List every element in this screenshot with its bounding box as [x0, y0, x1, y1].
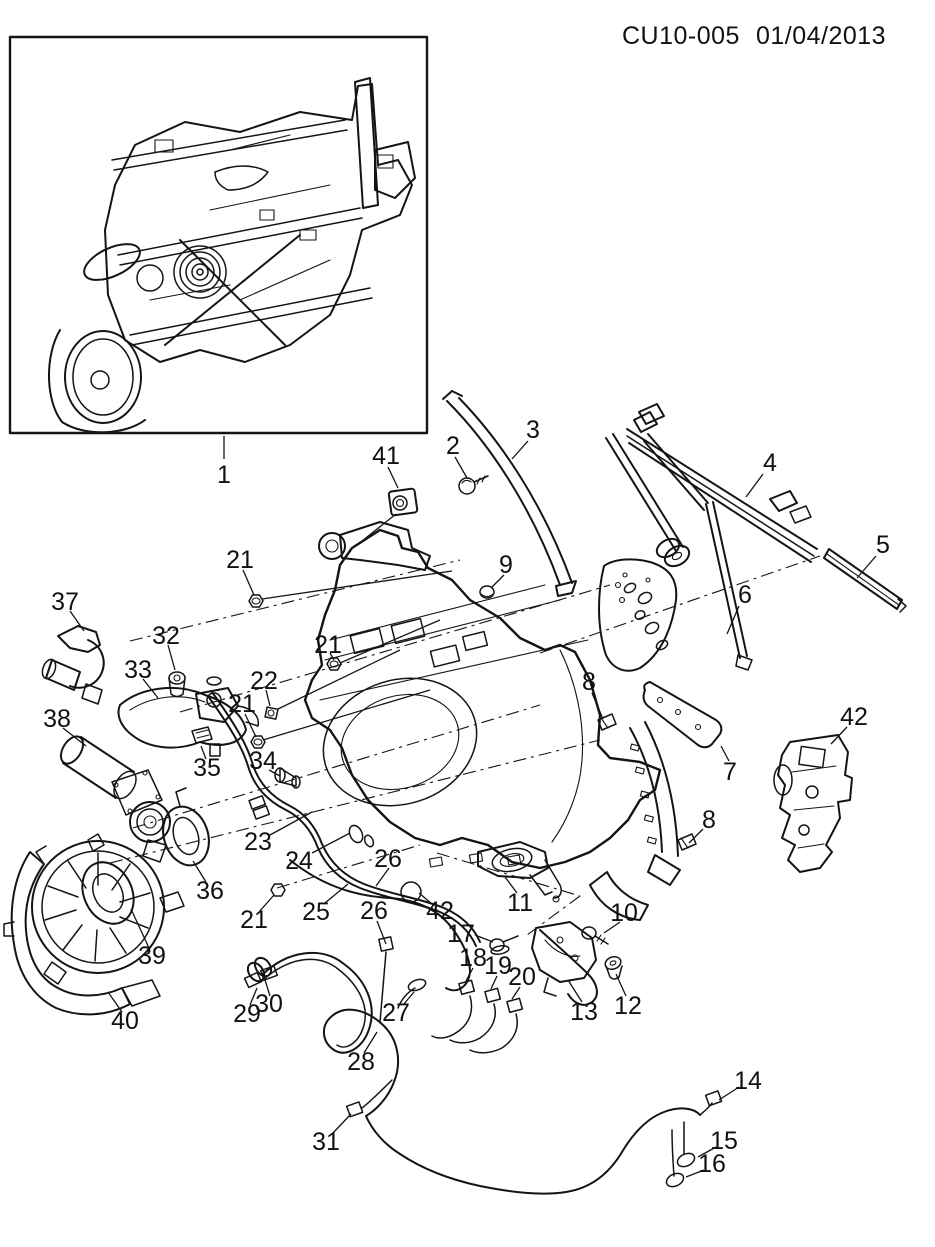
bracket-7 [644, 682, 722, 747]
connector-16 [664, 1171, 685, 1189]
bracket-13 [532, 922, 596, 996]
callout-12: 12 [614, 992, 642, 1020]
callout-10: 10 [610, 899, 638, 927]
plug-32 [169, 672, 185, 697]
callout-39: 39 [138, 942, 166, 970]
callout-15: 15 [710, 1127, 738, 1155]
lock-cylinder-37 [40, 626, 104, 704]
callout-21: 21 [228, 690, 256, 718]
callout-40: 40 [111, 1007, 139, 1035]
leader-line [340, 620, 440, 663]
callout-26: 26 [360, 897, 388, 925]
callout-34: 34 [249, 747, 277, 775]
leader-line [362, 514, 396, 541]
callout-23: 23 [244, 828, 272, 856]
wiring-harness-28 [245, 952, 722, 1194]
callout-30: 30 [255, 990, 283, 1018]
connector-20 [507, 998, 522, 1012]
callout-4: 4 [763, 449, 777, 477]
callout-17: 17 [447, 920, 475, 948]
callout-8: 8 [702, 806, 716, 834]
connector-27 [407, 977, 427, 993]
callout-42: 42 [840, 703, 868, 731]
leader-line [262, 571, 452, 599]
grommet-12 [603, 955, 622, 979]
callout-25: 25 [302, 898, 330, 926]
callout-6: 6 [738, 581, 752, 609]
callout-2: 2 [446, 432, 460, 460]
callout-41: 41 [372, 442, 400, 470]
phantom-line [540, 556, 820, 653]
leader-line [270, 812, 312, 835]
callout-16: 16 [698, 1150, 726, 1178]
lead-wires-18-19-20 [432, 980, 522, 1052]
nut-22 [265, 707, 278, 719]
callout-28: 28 [347, 1048, 375, 1076]
callout-31: 31 [312, 1128, 340, 1156]
callout-35: 35 [193, 754, 221, 782]
upper-bracket-and-grommet-41 [319, 488, 430, 570]
callout-21: 21 [240, 906, 268, 934]
callout-26: 26 [374, 845, 402, 873]
inset-box [10, 37, 427, 433]
callout-7: 7 [723, 758, 737, 786]
clip-35 [192, 727, 212, 743]
inset-assembled-module-drawing [49, 78, 415, 432]
connector-31 [347, 1102, 363, 1117]
door-latch-42 [774, 735, 852, 872]
speaker-gasket-40 [4, 846, 160, 1014]
callout-21: 21 [314, 631, 342, 659]
callout-36: 36 [196, 877, 224, 905]
window-sash-6 [606, 412, 752, 670]
callout-37: 37 [51, 588, 79, 616]
callout-20: 20 [508, 963, 536, 991]
callout-38: 38 [43, 705, 71, 733]
leader-line [455, 457, 467, 478]
clip-42b [401, 882, 421, 902]
callout-32: 32 [152, 622, 180, 650]
callout-13: 13 [570, 998, 598, 1026]
leader-line [592, 693, 603, 719]
lower-rail-5 [824, 549, 906, 612]
callout-3: 3 [526, 416, 540, 444]
callout-42: 42 [426, 897, 454, 925]
callout-33: 33 [124, 656, 152, 684]
nut-21a [249, 595, 263, 607]
connector-15 [675, 1151, 696, 1169]
callout-9: 9 [499, 551, 513, 579]
callout-19: 19 [484, 952, 512, 980]
figure-date: 01/04/2013 [755, 22, 887, 50]
carrier-panel [305, 530, 660, 868]
rod-clip-24 [347, 823, 365, 844]
cam-ring-36 [156, 788, 216, 871]
regulator-sector-plate [599, 535, 682, 671]
callout-5: 5 [876, 531, 890, 559]
callout-1: 1 [217, 461, 231, 489]
screw-10 [582, 927, 608, 944]
callout-27: 27 [382, 999, 410, 1027]
callout-18: 18 [459, 944, 487, 972]
callout-24: 24 [285, 847, 313, 875]
callout-22: 22 [250, 667, 278, 695]
callout-21: 21 [226, 546, 254, 574]
leader-line [388, 467, 398, 488]
phantom-line [527, 896, 580, 935]
callout-8: 8 [582, 668, 596, 696]
clip-8b [678, 834, 696, 850]
figure-code: CU10-005 [622, 22, 740, 50]
callout-29: 29 [233, 1000, 261, 1028]
leader-line [263, 690, 430, 740]
connector-19 [485, 988, 500, 1002]
callout-11: 11 [507, 889, 533, 917]
callout-14: 14 [734, 1067, 762, 1095]
screw-2 [459, 476, 488, 494]
connector-14 [706, 1091, 722, 1106]
leader-line [746, 474, 763, 497]
leader-line [689, 829, 703, 843]
